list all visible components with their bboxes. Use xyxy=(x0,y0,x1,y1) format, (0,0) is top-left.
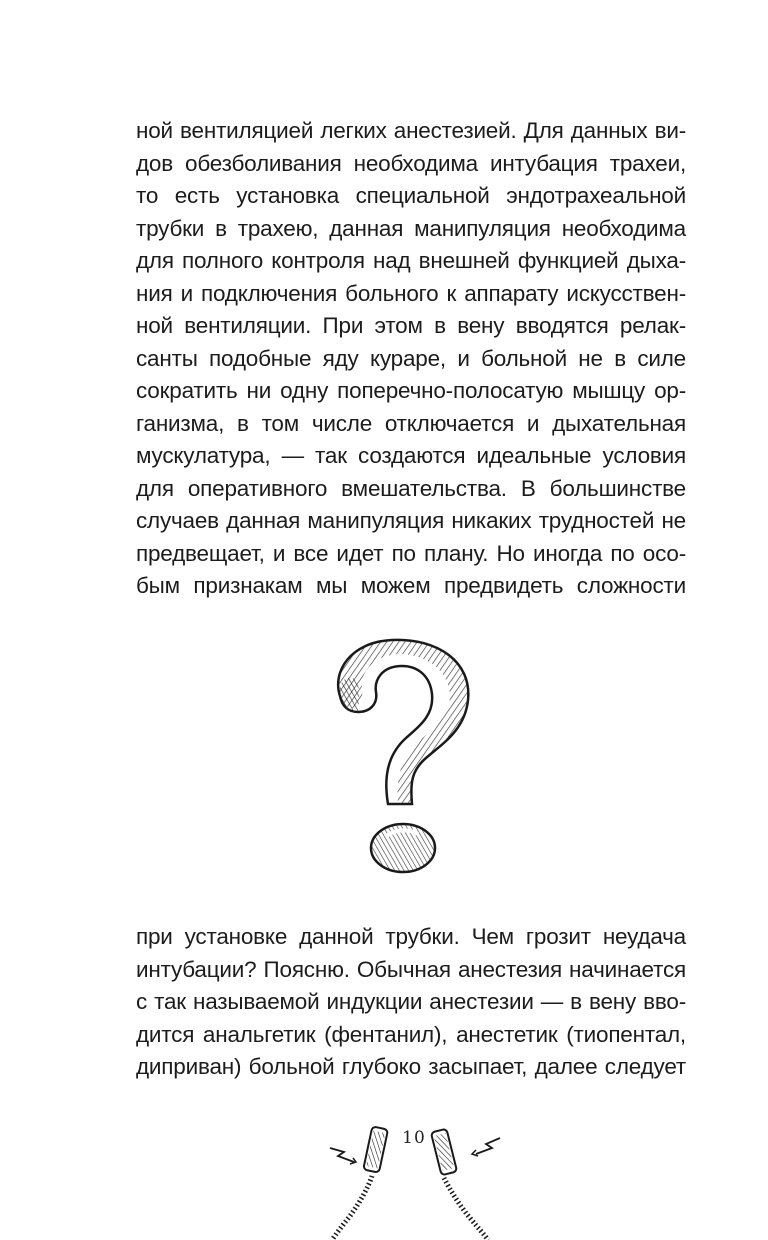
text-line: для полного контроля над внешней функцией дыха- xyxy=(136,248,686,273)
text-line: с так называемой индукции анестезии — в вену вво- xyxy=(136,989,686,1014)
question-mark-icon xyxy=(326,632,476,882)
text-line: сократить ни одну поперечно-полосатую мышцу ор- xyxy=(136,378,686,403)
text-line: при установке данной трубки. Чем грозит неудача xyxy=(136,924,686,949)
text-line: предвещает, и все идет по плану. Но иногда по осо- xyxy=(136,540,686,566)
text-line: бым признакам мы можем предвидеть сложности xyxy=(136,573,686,598)
text-line: ния и подключения больного к аппарату искусствен- xyxy=(136,280,686,306)
text-line: интубации? Поясню. Обычная анестезия начинается xyxy=(136,956,686,982)
main-text-bottom xyxy=(136,921,686,1084)
text-line: санты подобные яду кураре, и больной не в силе xyxy=(136,345,686,371)
text-line: дов обезболивания необходима интубация трахеи, xyxy=(136,150,686,176)
text-line: дится анальгетик (фентанил), анестетик (тиопентал, xyxy=(136,1021,686,1047)
text-line: ной вентиляции. При этом в вену вводятся релак- xyxy=(136,313,686,338)
text-line: трубки в трахею, данная манипуляция необходима xyxy=(136,215,686,241)
text-line: для оперативного вмешательства. В большинстве xyxy=(136,475,686,501)
text-line: то есть установка специальной эндотрахеальной xyxy=(136,183,686,208)
text-line: мускулатура, — так создаются идеальные условия xyxy=(136,443,686,468)
text-line: ной вентиляцией легких анестезией. Для данных ви- xyxy=(136,118,686,143)
main-text-top xyxy=(136,115,686,603)
text-line: диприван) больной глубоко засыпает, далее следует xyxy=(136,1054,686,1079)
text-line: случаев данная манипуляция никаких трудностей не xyxy=(136,508,686,533)
text-line: ганизма, в том числе отключается и дыхательная xyxy=(136,410,686,436)
page-number: 10 xyxy=(402,1128,426,1148)
